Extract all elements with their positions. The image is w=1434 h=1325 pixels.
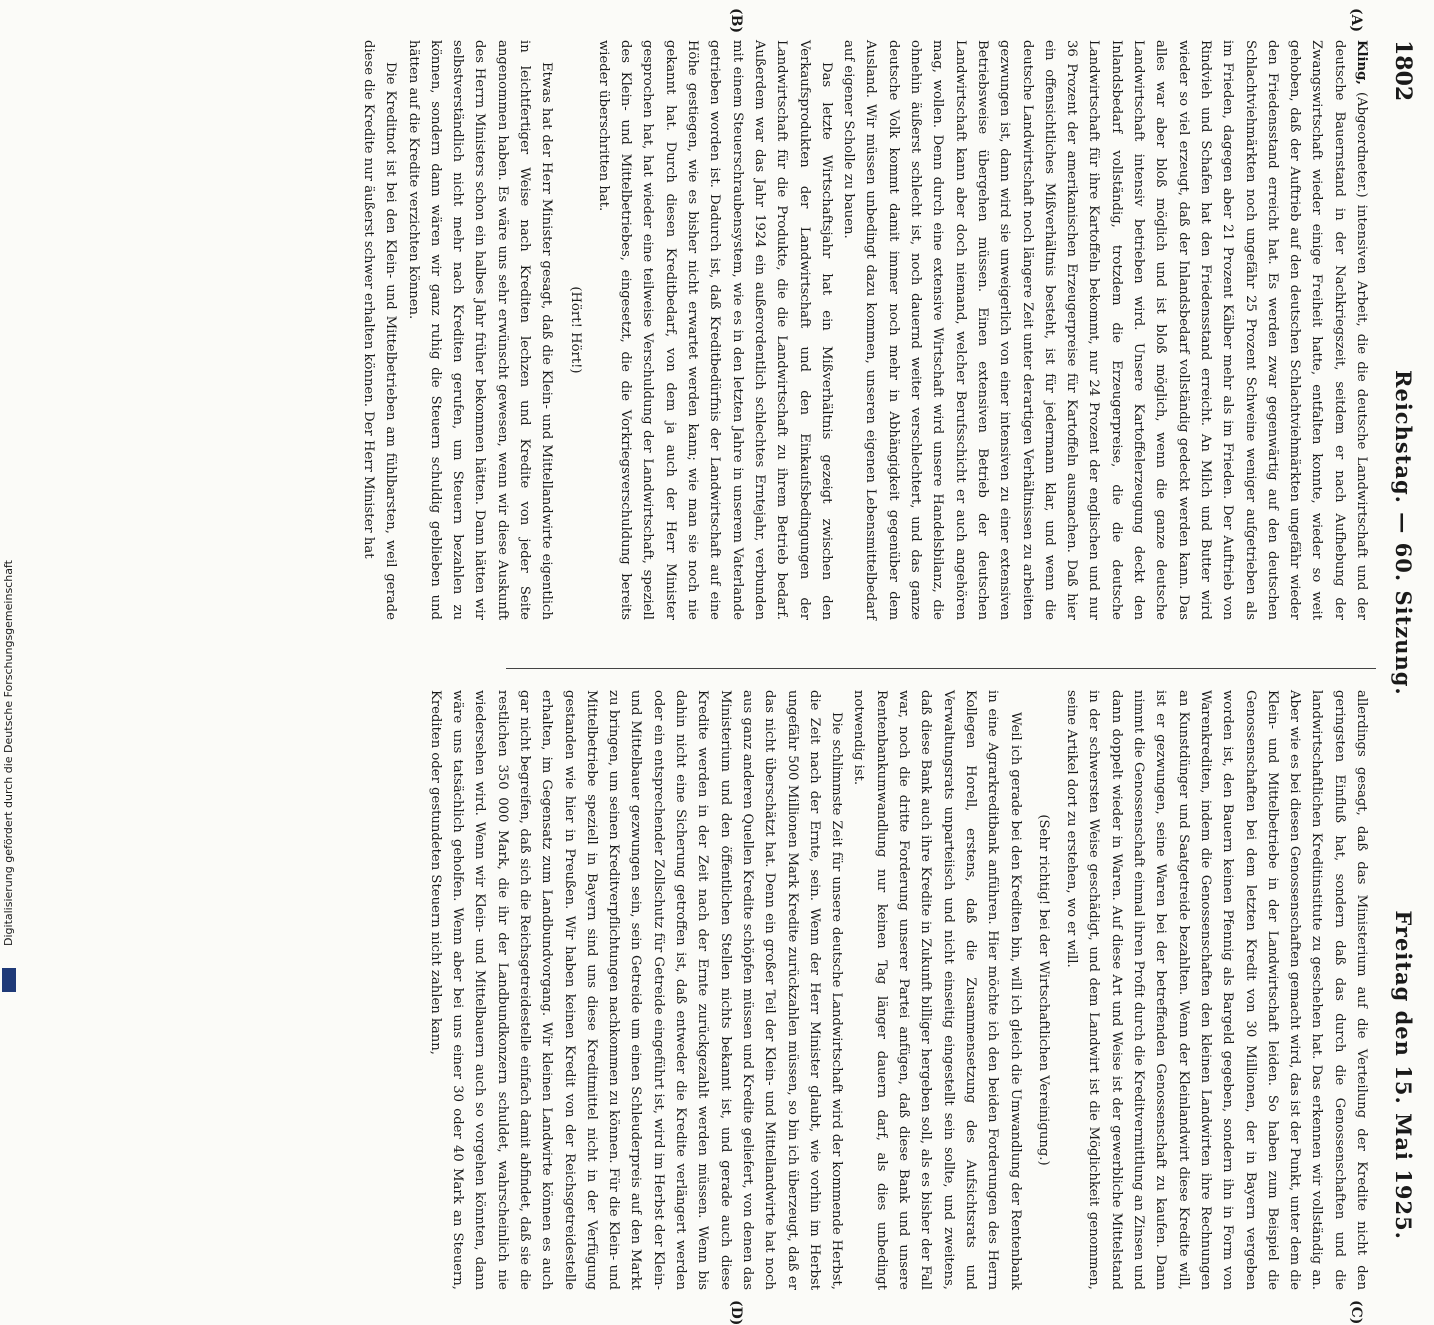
- paragraph: Kling, (Abgeordneter.) intensiven Arbeit, die die deutsche Landwirtschaft und der deutsche Bauernstand in der Nachkriegszeit, seitdem er nach Aufhebung der Zwangswirtschaft wieder einige Freiheit hatte, entfalten konnte, wieder so weit gehoben, daß der Auftrieb auf den deutschen Schlachtviehmärkten ungefähr wieder den Friedensstand erreicht hat. Es werden zwar gegenwärtig auf den deutschen Schlachtviehmärkten noch ungefähr 25 Prozent Schweine weniger aufgetrieben als im Frieden, dagegen aber 21 Prozent Kälber mehr als im Frieden. Der Auftrieb von Rindvieh und Schafen hat den Friedensstand erreicht. An Milch und Butter wird wieder so viel erzeugt, daß der Inlandsbedarf vollständig gedeckt werden kann. Das alles war aber bloß möglich und ist bloß möglich, wenn die ganze deutsche Landwirtschaft intensiv betrieben wird. Unsere Kartoffelerzeugung deckt den Inlandsbedarf vollständig, trotzdem die Erzeugerpreise, die die deutsche Landwirtschaft für ihre Kartoffeln bekommt, nur 24 Prozent der englischen und nur 36 Prozent der amerikanischen Erzeugerpreise für Kartoffeln ausmachen. Daß hier ein offensichtliches Mißverhältnis besteht, ist für jedermann klar, und wenn die deutsche Landwirtschaft noch längere Zeit unter derartigen Verhältnissen zu arbeiten gezwungen ist, dann wird sie unweigerlich von einer intensiven zu einer extensiven Betriebsweise übergehen müssen. Einen extensiven Betrieb der deutschen Landwirtschaft kann aber doch niemand, welcher Berufsschicht er auch angehören mag, wollen. Denn durch eine extensive Wirtschaft wird unsere Handelsbilanz, die ohnehin äußerst schlecht ist, noch dauernd weiter verschlechtert, und das ganze deutsche Volk kommt damit immer noch mehr in Abhängigkeit gegenüber dem Ausland. Wir müssen unbedingt dazu kommen, unseren eigenen Lebensmittelbedarf auf eigener Scholle zu bauen.: [841, 40, 1369, 620]
- paragraph: Das letzte Wirtschaftsjahr hat ein Mißverhältnis gezeigt zwischen den Verkaufsprodukten der Landwirtschaft und den Einkaufsbedingungen der Landwirtschaft für die Produkte, die die Landwirtschaft zu ihrem Betrieb bedarf. Außerdem war das Jahr 1924 ein außerordentlich schlechtes Erntejahr, verbunden mit einem Steuerschraubensystem, wie es in den letzten Jahre in unserem Vaterlande getrieben worden ist. Dadurch ist, daß Kreditbedürfnis der Landwirtschaft auf eine Höhe gestiegen, wie es bisher nicht erwartet werden kann; wie man sie noch nie gekannt hat. Durch diesen Kreditbedarf, von dem ja auch der Herr Minister gesprochen hat, hat wieder eine teilweise Verschuldung der Landwirtschaft, speziell des Klein- und Mittelbetriebes, eingesetzt, die die Vorkriegsverschuldung bereits wieder überschritten hat.: [595, 40, 834, 620]
- right-column: [424, 690, 1372, 1290]
- interjection: (Sehr richtig! bei der Wirtschaftlichen Vereinigung.): [1035, 814, 1051, 1166]
- speaker-role: Abgeordneter.: [1354, 97, 1369, 193]
- credit-text: Digitalisierung gefördert durch die Deutsche Forschungsgemeinschaft: [2, 560, 15, 946]
- paragraph: Etwas hat der Herr Minister gesagt, daß die Klein- und Mittellandwirte eigentlich in leichtfertiger Weise nach Krediten lechzen und Kredite von jeder Seite angenommen haben. Es wäre uns sehr erwünscht gewesen, wenn wir diese Auskunft des Herrn Ministers schon ein halbes Jahr früher bekommen hätten. Dann hätten wir selbstverständlich nicht mehr nach Krediten gerufen, um Steuern bezahlen zu können, sondern dann wären wir ganz ruhig die Steuern schuldig geblieben und hätten auf die Kredite verzichten können.: [405, 40, 555, 620]
- speaker-name: Kling,: [1354, 40, 1369, 85]
- header-title: Reichstag. — 60. Sitzung.: [1391, 370, 1416, 696]
- margin-marker-b: (B): [728, 8, 744, 34]
- paragraph: Die Kreditnot ist bei den Klein- und Mittelbetrieben am fühlbarsten, weil gerade diese die Kredite nur äußerst schwer erhalten können. Der Herr Minister hat: [360, 40, 399, 620]
- paragraph: Die schlimmste Zeit für unsere deutsche Landwirtschaft wird der kommende Herbst, die Zeit nach der Ernte, sein. Wenn der Herr Minister glaubt, wie vorhin im Herbst ungefähr 500 Millionen Mark Kredite zurückzahlen müssen, so bin ich überzeugt, daß er das nicht überschätzt hat. Denn ein großer Teil der Klein- und Mittellandwirte hat noch aus ganz anderen Quellen Kredite schöpfen müssen und Kredite geliefert, von denen das Ministerium und den öffentlichen Stellen nichts bekannt ist, und gerade auch diese Kredite werden in der Zeit nach der Ernte zurückgezahlt werden müssen. Wenn bis dahin nicht eine Sicherung getroffen ist, daß entweder die Kredite verlängert werden oder ein entsprechender Zollschutz für Getreide eingeführt ist, wird im Herbst der Klein- und Mittelbauer gezwungen sein, sein Getreide um einen Schleuderpreis auf den Markt zu bringen, um seinen Kreditverpflichtungen nachkommen zu können. Für die Klein- und Mittelbetriebe speziell in Bayern sind uns diese Kreditmittel nicht in der Verfügung gestanden wie hier in Preußen. Wir haben keinen Kredit von der Reichsgetreidestelle erhalten, im Gegensatz zum Landbundvorgang. Wir kleinen Landwirte können es auch gar nicht begreifen, daß sich die Reichsgetreidestelle einfach damit abfindet, daß sie die restlichen 350 000 Mark, die ihr der Landbundkonzern schuldet, wahrscheinlich nie wiedersehen wird. Wenn wir Klein- und Mittelbauern auch so vorgehen könnten, dann wäre uns tatsächlich geholfen. Wenn aber bei uns einer 30 oder 40 Mark an Steuern, Krediten oder gestundeten Steuern nicht zahlen kann,: [427, 690, 845, 1290]
- interjection: (Hört! Hört!): [567, 286, 583, 374]
- margin-marker-d: (D): [728, 1300, 744, 1325]
- page-number: 1802: [1390, 40, 1416, 102]
- dfg-logo-icon: [2, 968, 16, 992]
- left-column: [357, 40, 1372, 620]
- column-divider: [506, 668, 1376, 669]
- paragraph: Weil ich gerade bei den Krediten bin, will ich gleich die Umwandlung der Rentenbank in eine Agrarkreditbank anführen. Hier möchte ich den beiden Forderungen des Herrn Kollegen Horell, erstens, daß die Zusammensetzung des Aufsichtsrats und Verwaltungsrats unparteiisch und nicht einseitig eingestellt sein sollte, und zweitens, daß diese Bank auch ihre Kredite in Zukunft billiger hergeben soll, als es bisher der Fall war, noch die dritte Forderung unserer Partei anfügen, daß diese Bank und unsere Rentenbankumwandlung nur keinen Tag länger dauern darf, als dies unbedingt notwendig ist.: [851, 690, 1023, 1290]
- paragraph: allerdings gesagt, daß das Ministerium auf die Verteilung der Kredite nicht den geringsten Einfluß hat, sondern daß das durch die Genossenschaften und die landwirtschaftlichen Kreditinstitute zu geschehen hat. Das erkennen wir vollständig an. Aber wie es bei diesen Genossenschaften gemacht wird, das ist der Punkt, unter dem die Klein- und Mittelbetriebe in der Landwirtschaft leiden. So haben zum Beispiel die Genossenschaften bei dem letzten Kredit von 30 Millionen, der in Bayern vergeben worden ist, den Bauern keinen Pfennig als Bargeld gegeben, sondern ihn in Form von Warenkrediten, indem die Genossenschaften den kleinen Landwirten ihre Rechnungen an Kunstdünger und Saatgetreide bezahlten. Wenn der Kleinlandwirt diese Kredite will, ist er gezwungen, seine Waren bei der betreffenden Genossenschaft zu kaufen. Dann nimmt die Genossenschaft einmal ihren Profit durch die Kreditvermittlung an Zinsen und dann doppelt wieder in Waren. Auf diese Art und Weise ist der gewerbliche Mittelstand in der schwersten Weise geschädigt, und dem Landwirt ist die Möglichkeit genommen, seine Artikel dort zu erstehen, wo er will.: [1064, 690, 1369, 1290]
- margin-marker-c: (C): [1348, 1300, 1364, 1325]
- header-date: Freitag den 15. Mai 1925.: [1391, 910, 1416, 1240]
- margin-marker-a: (A): [1348, 8, 1364, 33]
- digitization-credit: [0, 0, 18, 1000]
- page-header: [1382, 40, 1426, 1240]
- paragraph-text: intensiven Arbeit, die die deutsche Landwirtschaft und der deutsche Bauernstand in der Nachkriegszeit, seitdem er nach Aufhebung der Zwangswirtschaft wieder einige Freiheit hatte, entfalten konnte, wieder so weit gehoben, daß der Auftrieb auf den deutschen Schlachtviehmärkten ungefähr wieder den Friedensstand erreicht hat. Es werden zwar gegenwärtig auf den deutschen Schlachtviehmärkten noch ungefähr 25 Prozent Schweine weniger aufgetrieben als im Frieden, dagegen aber 21 Prozent Kälber mehr als im Frieden. Der Auftrieb von Rindvieh und Schafen hat den Friedensstand erreicht. An Milch und Butter wird wieder so viel erzeugt, daß der Inlandsbedarf vollständig gedeckt werden kann. Das alles war aber bloß möglich und ist bloß möglich, wenn die ganze deutsche Landwirtschaft intensiv betrieben wird. Unsere Kartoffelerzeugung deckt den Inlandsbedarf vollständig, trotzdem die Erzeugerpreise, die die deutsche Landwirtschaft für ihre Kartoffeln bekommt, nur 24 Prozent der englischen und nur 36 Prozent der amerikanischen Erzeugerpreise für Kartoffeln ausmachen. Daß hier ein offensichtliches Mißverhältnis besteht, ist für jedermann klar, und wenn die deutsche Landwirtschaft noch längere Zeit unter derartigen Verhältnissen zu arbeiten gezwungen ist, dann wird sie unweigerlich von einer intensiven zu einer extensiven Betriebsweise übergehen müssen. Einen extensiven Betrieb der deutschen Landwirtschaft kann aber doch niemand, welcher Berufsschicht er auch angehören mag, wollen. Denn durch eine extensive Wirtschaft wird unsere Handelsbilanz, die ohnehin äußerst schlecht ist, noch dauernd weiter verschlechtert, und das ganze deutsche Volk kommt damit immer noch mehr in Abhängigkeit gegenüber dem Ausland. Wir müssen unbedingt dazu kommen, unseren eigenen Lebensmittelbedarf auf eigener Scholle zu bauen.: [841, 40, 1369, 620]
